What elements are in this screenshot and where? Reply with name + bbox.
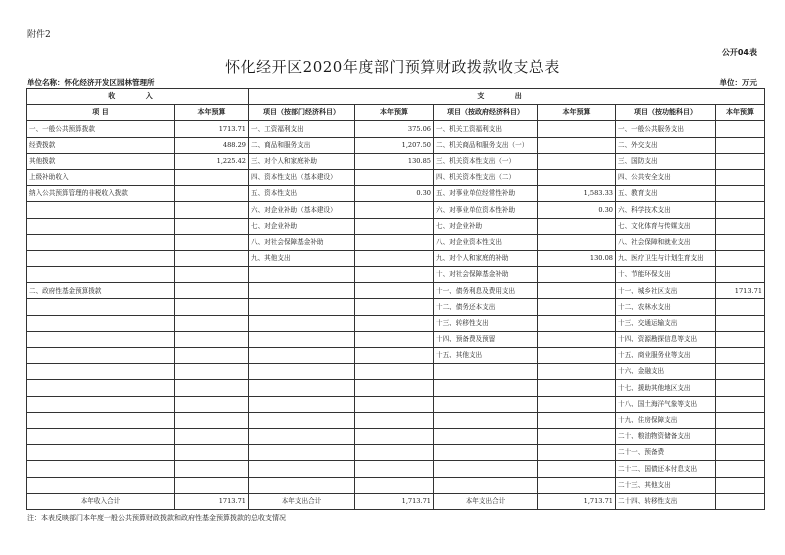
gov-econ-value <box>538 364 616 380</box>
dept-econ-value <box>355 202 434 218</box>
dept-econ-value: 375.06 <box>355 121 434 137</box>
income-item <box>27 396 175 412</box>
func-item: 十五、商业服务业等支出 <box>616 348 716 364</box>
func-item: 三、国防支出 <box>616 153 716 169</box>
gov-econ-item: 二、机关商品和服务支出（一） <box>434 137 538 153</box>
gov-econ-value <box>538 412 616 428</box>
income-value <box>175 348 249 364</box>
dept-econ-item <box>249 461 355 477</box>
income-value <box>175 380 249 396</box>
dept-econ-item <box>249 396 355 412</box>
table-row <box>27 396 765 412</box>
gov-econ-value: 1,583.33 <box>538 186 616 202</box>
income-item <box>27 348 175 364</box>
dept-econ-value <box>355 461 434 477</box>
table-row <box>27 315 765 331</box>
gov-econ-value <box>538 445 616 461</box>
income-value <box>175 445 249 461</box>
table-row <box>27 364 765 380</box>
dept-econ-value <box>355 283 434 299</box>
gov-econ-value: 130.08 <box>538 250 616 266</box>
dept-econ-item: 六、对企业补助（基本建设） <box>249 202 355 218</box>
table-row <box>27 331 765 347</box>
func-value <box>716 202 765 218</box>
dept-econ-item: 五、资本性支出 <box>249 186 355 202</box>
gov-econ-item <box>434 477 538 493</box>
dept-econ-value <box>355 477 434 493</box>
func-value <box>716 348 765 364</box>
income-item: 经费拨款 <box>27 137 175 153</box>
income-value <box>175 364 249 380</box>
income-item: 上级补助收入 <box>27 169 175 185</box>
dept-econ-value: 130.85 <box>355 153 434 169</box>
gov-econ-value <box>538 169 616 185</box>
table-row <box>27 445 765 461</box>
gov-econ-value <box>538 153 616 169</box>
income-value <box>175 283 249 299</box>
income-item <box>27 380 175 396</box>
income-value <box>175 250 249 266</box>
income-value <box>175 186 249 202</box>
table-row <box>27 428 765 444</box>
dept-econ-value: 0.30 <box>355 186 434 202</box>
dept-econ-item <box>249 412 355 428</box>
func-item: 五、教育支出 <box>616 186 716 202</box>
dept-econ-item: 二、商品和服务支出 <box>249 137 355 153</box>
income-item <box>27 428 175 444</box>
gov-econ-item: 十三、转移性支出 <box>434 315 538 331</box>
col-header-item: 项 目 <box>27 105 175 121</box>
gov-econ-item: 九、对个人和家庭的补助 <box>434 250 538 266</box>
income-item <box>27 461 175 477</box>
gov-econ-value <box>538 380 616 396</box>
dept-total-label: 本年支出合计 <box>249 493 355 509</box>
gov-econ-item <box>434 380 538 396</box>
dept-econ-value <box>355 428 434 444</box>
income-item <box>27 477 175 493</box>
dept-econ-value <box>355 331 434 347</box>
col-header-budget: 本年预算 <box>175 105 249 121</box>
income-item: 其他拨款 <box>27 153 175 169</box>
dept-econ-value <box>355 412 434 428</box>
income-value <box>175 218 249 234</box>
income-value <box>175 202 249 218</box>
income-item <box>27 412 175 428</box>
gov-econ-item: 三、机关资本性支出（一） <box>434 153 538 169</box>
gov-econ-item <box>434 428 538 444</box>
gov-econ-value <box>538 315 616 331</box>
func-item: 十三、交通运输支出 <box>616 315 716 331</box>
table-row <box>27 299 765 315</box>
table-row <box>27 202 765 218</box>
dept-econ-item: 七、对企业补助 <box>249 218 355 234</box>
func-item: 十二、农林水支出 <box>616 299 716 315</box>
func-value <box>716 412 765 428</box>
gov-econ-value <box>538 137 616 153</box>
income-value <box>175 331 249 347</box>
annex-label: 附件2 <box>27 30 51 40</box>
func-value <box>716 428 765 444</box>
func-value <box>716 234 765 250</box>
func-value <box>716 331 765 347</box>
table-row <box>27 121 765 137</box>
dept-econ-value <box>355 445 434 461</box>
table-row <box>27 348 765 364</box>
income-item <box>27 218 175 234</box>
budget-table <box>26 88 765 510</box>
dept-econ-value <box>355 250 434 266</box>
dept-econ-item <box>249 299 355 315</box>
gov-econ-value <box>538 331 616 347</box>
func-value <box>716 169 765 185</box>
func-value <box>716 380 765 396</box>
table-row <box>27 380 765 396</box>
dept-econ-item <box>249 331 355 347</box>
func-item: 二、外交支出 <box>616 137 716 153</box>
func-value <box>716 267 765 283</box>
gov-econ-item: 十二、债务还本支出 <box>434 299 538 315</box>
dept-econ-value <box>355 315 434 331</box>
gov-econ-item: 七、对企业补助 <box>434 218 538 234</box>
gov-econ-item: 十四、预备费及预留 <box>434 331 538 347</box>
dept-econ-value <box>355 348 434 364</box>
func-item: 十四、资源勘探信息等支出 <box>616 331 716 347</box>
table-row <box>27 461 765 477</box>
func-value <box>716 137 765 153</box>
dept-econ-item <box>249 477 355 493</box>
gov-econ-value <box>538 283 616 299</box>
table-row <box>27 153 765 169</box>
table-row <box>27 137 765 153</box>
gov-econ-value <box>538 477 616 493</box>
func-value <box>716 250 765 266</box>
func-value <box>716 121 765 137</box>
expenditure-header: 支 出 <box>249 89 765 105</box>
func-value <box>716 186 765 202</box>
dept-econ-value <box>355 169 434 185</box>
dept-econ-item <box>249 267 355 283</box>
dept-econ-value <box>355 396 434 412</box>
dept-econ-item <box>249 315 355 331</box>
footnote: 注：本表反映部门本年度一般公共预算财政拨款和政府性基金预算拨款的总收支情况 <box>27 514 286 522</box>
table-row <box>27 218 765 234</box>
dept-econ-item <box>249 283 355 299</box>
income-item <box>27 445 175 461</box>
gov-econ-item: 六、对事业单位资本性补助 <box>434 202 538 218</box>
gov-econ-item <box>434 396 538 412</box>
func-last-value <box>716 493 765 509</box>
gov-econ-item: 五、对事业单位经常性补助 <box>434 186 538 202</box>
gov-econ-item <box>434 445 538 461</box>
col-header-econ-dept: 项目（按部门经济科目） <box>249 105 355 121</box>
income-item <box>27 364 175 380</box>
income-value: 1,225.42 <box>175 153 249 169</box>
income-value <box>175 169 249 185</box>
gov-econ-item: 一、机关工资福利支出 <box>434 121 538 137</box>
table-row <box>27 283 765 299</box>
income-value <box>175 315 249 331</box>
gov-total-label: 本年支出合计 <box>434 493 538 509</box>
income-value <box>175 477 249 493</box>
col-header-budget: 本年预算 <box>716 105 765 121</box>
gov-total-value: 1,713.71 <box>538 493 616 509</box>
dept-econ-item: 九、其他支出 <box>249 250 355 266</box>
func-value <box>716 461 765 477</box>
gov-econ-item: 十一、债务利息及费用支出 <box>434 283 538 299</box>
gov-econ-value <box>538 218 616 234</box>
gov-econ-value <box>538 234 616 250</box>
income-item <box>27 299 175 315</box>
gov-econ-item <box>434 412 538 428</box>
income-item <box>27 331 175 347</box>
table-row <box>27 234 765 250</box>
income-item <box>27 315 175 331</box>
gov-econ-item: 四、机关资本性支出（二） <box>434 169 538 185</box>
income-value <box>175 461 249 477</box>
func-item: 十八、国土海洋气象等支出 <box>616 396 716 412</box>
dept-econ-item: 一、工资福利支出 <box>249 121 355 137</box>
income-header: 收 入 <box>27 89 249 105</box>
table-row <box>27 169 765 185</box>
income-value <box>175 299 249 315</box>
income-item <box>27 234 175 250</box>
func-value <box>716 445 765 461</box>
func-value <box>716 396 765 412</box>
table-row <box>27 186 765 202</box>
currency-unit: 单位：万元 <box>719 78 757 87</box>
func-item: 十九、住房保障支出 <box>616 412 716 428</box>
income-value: 1713.71 <box>175 121 249 137</box>
col-header-budget: 本年预算 <box>538 105 616 121</box>
form-number: 公开04表 <box>721 48 757 57</box>
func-value <box>716 315 765 331</box>
table-row <box>27 477 765 493</box>
income-item: 纳入公共预算管理的非税收入拨款 <box>27 186 175 202</box>
gov-econ-item: 十五、其他支出 <box>434 348 538 364</box>
func-value <box>716 299 765 315</box>
dept-econ-item <box>249 380 355 396</box>
func-value <box>716 364 765 380</box>
income-value <box>175 428 249 444</box>
gov-econ-value <box>538 396 616 412</box>
dept-econ-value <box>355 267 434 283</box>
col-header-econ-gov: 项目（按政府经济科目） <box>434 105 538 121</box>
gov-econ-item <box>434 461 538 477</box>
func-value <box>716 477 765 493</box>
col-header-budget: 本年预算 <box>355 105 434 121</box>
func-value <box>716 153 765 169</box>
gov-econ-value <box>538 428 616 444</box>
func-item: 一、一般公共服务支出 <box>616 121 716 137</box>
income-value <box>175 234 249 250</box>
income-total-value: 1713.71 <box>175 493 249 509</box>
income-item: 二、政府性基金预算拨款 <box>27 283 175 299</box>
income-item: 一、一般公共预算拨款 <box>27 121 175 137</box>
table-row <box>27 250 765 266</box>
table-row <box>27 267 765 283</box>
income-item <box>27 250 175 266</box>
func-item: 七、文化体育与传媒支出 <box>616 218 716 234</box>
income-item <box>27 202 175 218</box>
func-item: 二十三、其他支出 <box>616 477 716 493</box>
func-item: 二十一、预备费 <box>616 445 716 461</box>
func-item: 十一、城乡社区支出 <box>616 283 716 299</box>
func-last-item: 二十四、转移性支出 <box>616 493 716 509</box>
func-value <box>716 218 765 234</box>
func-item: 十七、援助其他地区支出 <box>616 380 716 396</box>
func-item: 九、医疗卫生与计划生育支出 <box>616 250 716 266</box>
gov-econ-value <box>538 461 616 477</box>
col-header-func: 项目（按功能科目） <box>616 105 716 121</box>
dept-econ-item: 八、对社会保障基金补助 <box>249 234 355 250</box>
dept-econ-value <box>355 218 434 234</box>
dept-econ-item <box>249 348 355 364</box>
totals-row <box>27 493 765 509</box>
dept-econ-value: 1,207.50 <box>355 137 434 153</box>
dept-econ-item: 三、对个人和家庭补助 <box>249 153 355 169</box>
dept-econ-item <box>249 445 355 461</box>
page-title: 怀化经开区2020年度部门预算财政拨款收支总表 <box>225 58 560 76</box>
income-value: 488.29 <box>175 137 249 153</box>
gov-econ-value <box>538 267 616 283</box>
func-item: 二十二、国债还本付息支出 <box>616 461 716 477</box>
income-value <box>175 396 249 412</box>
dept-econ-item <box>249 364 355 380</box>
dept-econ-item: 四、资本性支出（基本建设） <box>249 169 355 185</box>
dept-econ-item <box>249 428 355 444</box>
dept-total-value: 1,713.71 <box>355 493 434 509</box>
unit-name: 单位名称：怀化经济开发区园林管理所 <box>27 78 155 87</box>
income-item <box>27 267 175 283</box>
dept-econ-value <box>355 234 434 250</box>
func-item: 八、社会保障和就业支出 <box>616 234 716 250</box>
income-value <box>175 267 249 283</box>
income-total-label: 本年收入合计 <box>27 493 175 509</box>
gov-econ-value <box>538 299 616 315</box>
dept-econ-value <box>355 380 434 396</box>
table-row <box>27 412 765 428</box>
gov-econ-item: 十、对社会保障基金补助 <box>434 267 538 283</box>
func-value: 1713.71 <box>716 283 765 299</box>
func-item: 十、节能环保支出 <box>616 267 716 283</box>
gov-econ-value <box>538 348 616 364</box>
income-value <box>175 412 249 428</box>
gov-econ-item <box>434 364 538 380</box>
gov-econ-item: 八、对企业资本性支出 <box>434 234 538 250</box>
gov-econ-value <box>538 121 616 137</box>
func-item: 二十、粮油物资储备支出 <box>616 428 716 444</box>
func-item: 六、科学技术支出 <box>616 202 716 218</box>
func-item: 十六、金融支出 <box>616 364 716 380</box>
gov-econ-value: 0.30 <box>538 202 616 218</box>
dept-econ-value <box>355 299 434 315</box>
table-body <box>27 121 765 493</box>
dept-econ-value <box>355 364 434 380</box>
func-item: 四、公共安全支出 <box>616 169 716 185</box>
